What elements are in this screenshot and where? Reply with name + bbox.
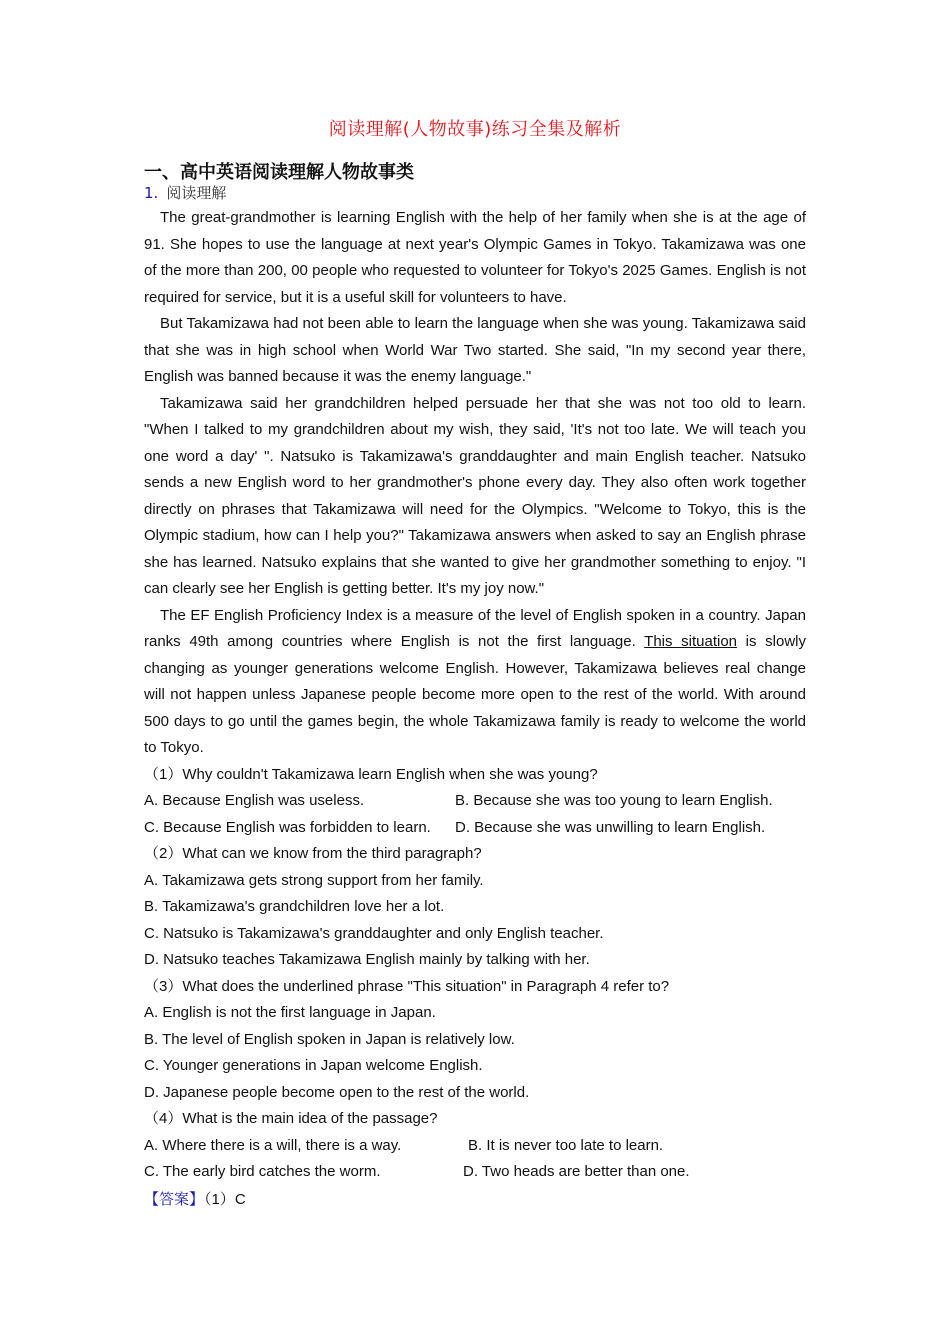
section-heading: 一、高中英语阅读理解人物故事类 [144,162,414,183]
question-3-option-a: A. English is not the first language in Japan. [144,1004,436,1021]
question-number: 1. [144,184,159,202]
underlined-phrase: This situation [644,633,738,650]
question-4-option-c: C. The early bird catches the worm. [144,1163,381,1180]
question-2-option-a: A. Takamizawa gets strong support from her family. [144,871,484,889]
question-3-stem: （3）What does the underlined phrase "This situation" in Paragraph 4 refer to? [144,977,670,995]
passage-paragraph-4 [144,603,806,762]
question-4-options-row-2 [144,1159,806,1186]
question-4-stem: （4）What is the main idea of the passage? [144,1110,438,1127]
paragraph-4-text: The EF English Proficiency Index is a measure of the level of English spoken in a country. Japan ranks 49th among countries where English is not the first language. [144,606,806,650]
passage-paragraph-3: Takamizawa said her grandchildren helped persuade her that she was not too old to learn. "When I talked to my grandchildren about my wish, they said, 'It's not too late. We will teach you one word a day' ". Natsuko is Takamizawa's granddaughter and main English teacher. Natsuko sends a new English word to her grandmother's phone every day. They also often work together directly on phrases that Takamizawa will need for the Olympics. "Welcome to Tokyo, this is the Olympic stadium, how can I help you?" Takamizawa answers when asked to say an English phrase she has learned. Natsuko explains that she wanted to give her grandmother something to enjoy. "I can clearly see her English is getting better. It's my joy now." [144,394,806,597]
question-1-option-a: A. Because English was useless. [144,792,365,809]
question-1-option-d: D. Because she was unwilling to learn English. [455,818,766,836]
question-3-option-b: B. The level of English spoken in Japan is relatively low. [144,1030,515,1048]
question-4-option-b: B. It is never too late to learn. [468,1136,664,1154]
question-4-option-a: A. Where there is a will, there is a way. [144,1136,402,1154]
question-4-option-d: D. Two heads are better than one. [463,1163,690,1180]
question-1-stem: （1）Why couldn't Takamizawa learn English when she was young? [144,765,598,783]
passage-paragraph-2: But Takamizawa had not been able to learn the language when she was young. Takamizawa said that she was in high school when World War Two started. She said, "In my second year there, English was banned because it was the enemy language." [144,315,806,385]
answer-text: （1）C [204,1190,246,1208]
question-2-stem: （2）What can we know from the third paragraph? [144,845,482,862]
question-2-option-b: B. Takamizawa's grandchildren love her a lot. [144,898,445,915]
question-1-option-b: B. Because she was too young to learn English. [455,792,773,809]
question-3-option-c: C. Younger generations in Japan welcome English. [144,1057,483,1074]
question-3-option-d: D. Japanese people become open to the rest of the world. [144,1083,530,1101]
question-2-option-c: C. Natsuko is Takamizawa's granddaughter and only English teacher. [144,924,604,942]
question-1-options-row-2 [144,815,806,842]
question-1-options-row-1 [144,788,806,815]
document-body [144,205,806,1213]
question-2-option-d: D. Natsuko teaches Takamizawa English mainly by talking with her. [144,951,590,968]
question-header [144,182,226,203]
question-type: 阅读理解 [166,184,227,202]
passage-paragraph-1: The great-grandmother is learning English with the help of her family when she is at the age of 91. She hopes to use the language at next year's Olympic Games in Tokyo. Takamizawa was one of the more than 200, 00 people who requested to volunteer for Tokyo's 2025 Games. English is not required for service, but it is a useful skill for volunteers to have. [144,209,806,306]
question-4-options-row-1 [144,1133,806,1160]
answer-line [144,1186,806,1214]
paragraph-4-text-end: is slowly changing as younger generations welcome English. However, Takamizawa believes real change will not happen unless Japanese people become more open to the rest of the world. With around 500 days to go until the games begin, the whole Takamizawa family is ready to welcome the world to Tokyo. [144,633,806,756]
answer-tag: 【答案】 [144,1189,205,1208]
document-title: 阅读理解(人物故事)练习全集及解析 [328,119,622,140]
question-1-option-c: C. Because English was forbidden to learn. [144,818,431,836]
